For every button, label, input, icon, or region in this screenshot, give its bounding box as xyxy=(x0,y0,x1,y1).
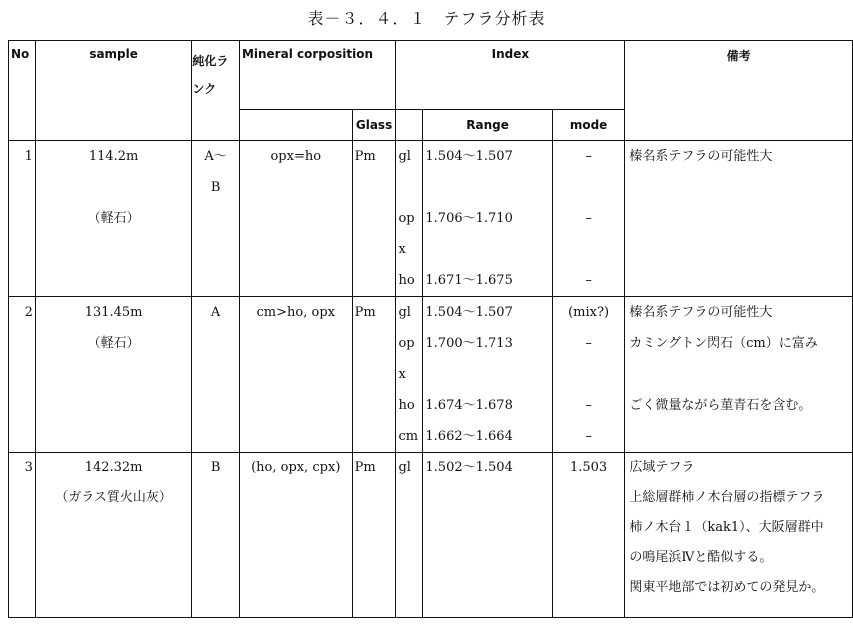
row-mode: – – – xyxy=(552,141,625,297)
sample-note: （ガラス質火山灰） xyxy=(55,490,172,505)
header-remarks: 備考 xyxy=(625,41,853,141)
row-rank: A xyxy=(192,297,240,453)
row-sample xyxy=(35,297,191,453)
header-glass: Glass xyxy=(352,110,396,141)
header-sample: sample xyxy=(35,41,191,141)
row-sample xyxy=(35,453,191,618)
row-rank: B xyxy=(192,453,240,618)
table-row xyxy=(9,297,853,453)
header-rank-line1: 純化ラ xyxy=(192,54,229,68)
header-index: Index xyxy=(396,41,625,110)
header-mineral: Mineral corposition xyxy=(239,41,396,110)
row-mode: 1.503 xyxy=(552,453,625,618)
row-no: 1 xyxy=(9,141,36,297)
row-glass: Pm xyxy=(352,297,396,453)
header-mineral-blank xyxy=(239,110,352,141)
row-range: 1.504～1.507 1.700～1.713 1.674～1.678 1.662～1.664 xyxy=(423,297,552,453)
header-no: No xyxy=(9,41,36,141)
row-index-mineral: gl xyxy=(396,453,423,618)
row-remarks: 榛名系テフラの可能性大 カミングトン閃石（cm）に富み ごく微量ながら菫青石を含む。 xyxy=(625,297,853,453)
row-remarks: 榛名系テフラの可能性大 xyxy=(625,141,853,297)
header-rank xyxy=(192,41,240,141)
row-mineral: opx=ho xyxy=(239,141,352,297)
page-title: 表－３．４．１ テフラ分析表 xyxy=(307,9,546,28)
sample-note: （軽石） xyxy=(87,336,140,351)
row-range: 1.504～1.507 1.706～1.710 1.671～1.675 xyxy=(423,141,552,297)
row-sample xyxy=(35,141,191,297)
table-row xyxy=(9,141,853,297)
row-no: 3 xyxy=(9,453,36,618)
row-glass: Pm xyxy=(352,141,396,297)
header-mode: mode xyxy=(552,110,625,141)
header-index-blank xyxy=(396,110,423,141)
header-rank-line2: ンク xyxy=(192,82,217,96)
tephra-table xyxy=(8,40,853,618)
row-glass: Pm xyxy=(352,453,396,618)
row-range: 1.502～1.504 xyxy=(423,453,552,618)
sample-depth: 142.32m xyxy=(84,460,143,475)
table-row xyxy=(9,453,853,618)
sample-depth: 114.2m xyxy=(88,149,139,164)
row-mode: (mix?) – – – xyxy=(552,297,625,453)
row-index-mineral: gl op x ho cm xyxy=(396,297,423,453)
row-no: 2 xyxy=(9,297,36,453)
sample-depth: 131.45m xyxy=(84,305,143,320)
row-rank: A～ B xyxy=(192,141,240,297)
row-index-mineral: gl op x ho xyxy=(396,141,423,297)
header-range: Range xyxy=(423,110,552,141)
sample-note: （軽石） xyxy=(87,211,140,226)
row-mineral: (ho, opx, cpx) xyxy=(239,453,352,618)
row-mineral: cm>ho, opx xyxy=(239,297,352,453)
row-remarks: 広域テフラ 上総層群柿ノ木台層の指標テフラ 柿ノ木台１（kak1）、大阪層群中 の鳴尾浜Ⅳと酷似する。 関東平地部では初めての発見か。 xyxy=(625,453,853,618)
